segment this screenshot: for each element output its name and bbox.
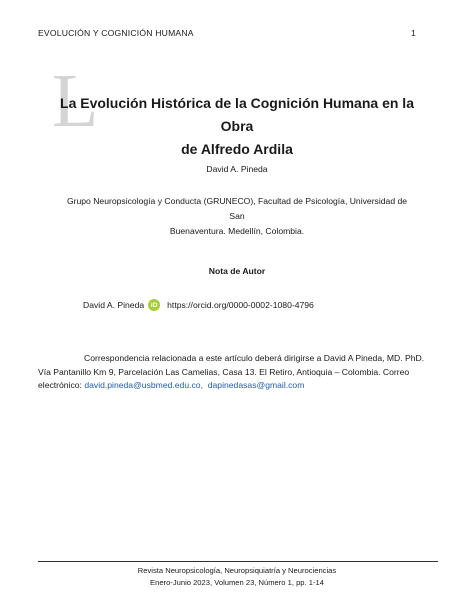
author-name: David A. Pineda <box>206 164 268 174</box>
journal-footer <box>0 565 474 589</box>
orcid-author-name: David A. Pineda <box>83 300 145 310</box>
affiliation <box>62 194 412 239</box>
title-line-1: La Evolución Histórica de la Cognición Humana en la Obra <box>60 95 414 134</box>
correspondence-line-1: Correspondencia relacionada a este artículo deberá dirigirse a David A Pineda, MD. PhD. <box>84 353 425 363</box>
affiliation-line-2: Buenaventura. Medellín, Colombia. <box>169 226 305 236</box>
email-link-2[interactable]: dapinedasas@gmail.com <box>207 380 305 390</box>
correspondence-email-prefix: electrónico: <box>38 380 85 390</box>
orcid-line <box>83 299 314 311</box>
paper-title <box>48 92 426 161</box>
correspondence-line-2: Vía Pantanillo Km 9, Parcelación Las Camelias, Casa 13. El Retiro, Antioquia – Colombia. Correo <box>38 366 410 377</box>
title-line-2: de Alfredo Ardila <box>181 141 293 157</box>
correspondence-paragraph <box>38 352 438 393</box>
affiliation-line-1: Grupo Neuropsicología y Conducta (GRUNECO), Facultad de Psicología, Universidad de San <box>66 196 408 221</box>
footer-divider <box>38 561 438 562</box>
orcid-icon[interactable]: iD <box>148 299 160 311</box>
author-note-heading: Nota de Autor <box>208 266 266 276</box>
orcid-link[interactable]: https://orcid.org/0000-0002-1080-4796 <box>167 300 314 310</box>
running-head: EVOLUCIÓN Y COGNICIÓN HUMANA <box>38 28 194 38</box>
page-number: 1 <box>411 28 416 38</box>
decorative-dropcap: L <box>52 59 99 143</box>
footer-journal-name: Revista Neuropsicología, Neuropsiquiatría y Neurociencias <box>137 566 337 575</box>
footer-issue-info: Enero-Junio 2023, Volumen 23, Número 1, pp. 1-14 <box>150 578 324 587</box>
email-link-1[interactable]: david.pineda@usbmed.edu.co, <box>84 380 203 390</box>
